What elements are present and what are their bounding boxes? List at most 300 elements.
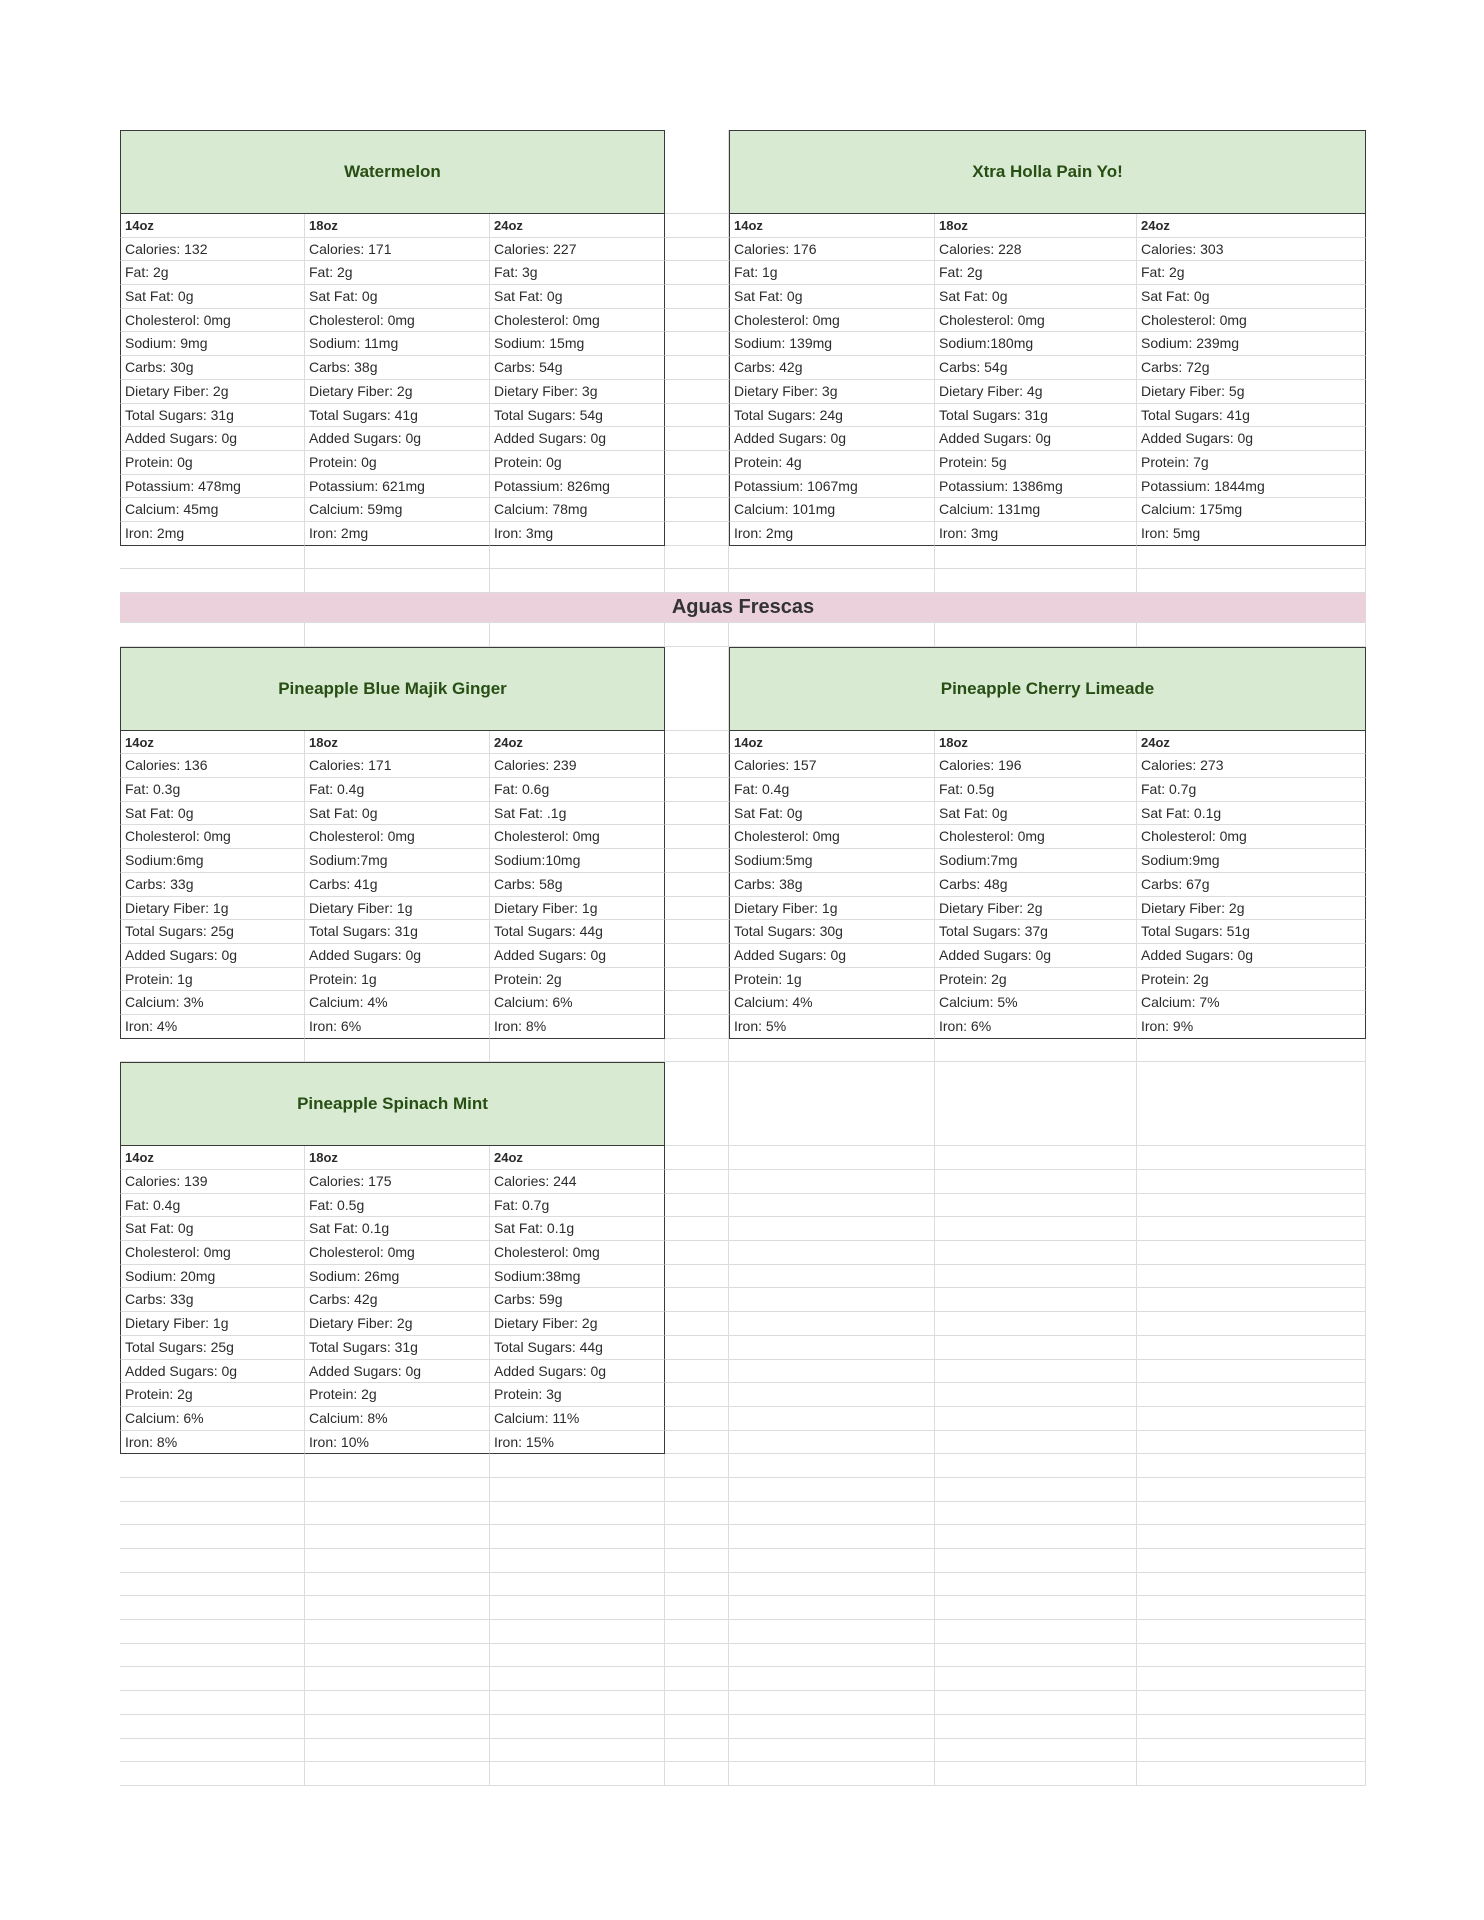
empty-cell[interactable] [665, 1431, 729, 1455]
empty-cell[interactable] [665, 1062, 729, 1146]
empty-cell[interactable] [1137, 623, 1366, 647]
nutrition-cell[interactable]: Total Sugars: 30g [729, 920, 935, 944]
nutrition-cell[interactable]: Dietary Fiber: 4g [935, 380, 1137, 404]
nutrition-cell[interactable]: Carbs: 54g [935, 356, 1137, 380]
nutrition-cell[interactable]: Cholesterol: 0mg [490, 309, 665, 333]
nutrition-cell[interactable]: Carbs: 42g [729, 356, 935, 380]
nutrition-cell[interactable]: Protein: 3g [490, 1383, 665, 1407]
nutrition-cell[interactable]: Dietary Fiber: 2g [490, 1312, 665, 1336]
empty-cell[interactable] [729, 1739, 935, 1763]
empty-cell[interactable] [120, 1478, 305, 1502]
nutrition-cell[interactable]: Fat: 0.5g [935, 778, 1137, 802]
empty-cell[interactable] [729, 1217, 935, 1241]
size-label[interactable]: 24oz [490, 214, 665, 238]
empty-cell[interactable] [120, 623, 305, 647]
empty-cell[interactable] [935, 569, 1137, 593]
empty-cell[interactable] [729, 1762, 935, 1786]
empty-cell[interactable] [729, 1691, 935, 1715]
empty-cell[interactable] [729, 1573, 935, 1597]
empty-cell[interactable] [1137, 1596, 1366, 1620]
empty-cell[interactable] [305, 1549, 490, 1573]
nutrition-cell[interactable]: Cholesterol: 0mg [935, 825, 1137, 849]
empty-cell[interactable] [305, 1454, 490, 1478]
empty-cell[interactable] [729, 1360, 935, 1384]
empty-cell[interactable] [665, 404, 729, 428]
nutrition-cell[interactable]: Calories: 176 [729, 238, 935, 262]
empty-cell[interactable] [490, 1715, 665, 1739]
empty-cell[interactable] [665, 1596, 729, 1620]
empty-cell[interactable] [665, 451, 729, 475]
empty-cell[interactable] [665, 991, 729, 1015]
empty-cell[interactable] [665, 380, 729, 404]
nutrition-cell[interactable]: Fat: 0.3g [120, 778, 305, 802]
empty-cell[interactable] [729, 1644, 935, 1668]
size-label[interactable]: 24oz [1137, 214, 1366, 238]
size-label[interactable]: 24oz [1137, 731, 1366, 755]
empty-cell[interactable] [729, 1170, 935, 1194]
nutrition-cell[interactable]: Iron: 3mg [935, 522, 1137, 546]
empty-cell[interactable] [665, 1691, 729, 1715]
empty-cell[interactable] [935, 1241, 1137, 1265]
empty-cell[interactable] [120, 1039, 305, 1063]
empty-cell[interactable] [729, 1194, 935, 1218]
nutrition-cell[interactable]: Dietary Fiber: 1g [120, 1312, 305, 1336]
nutrition-cell[interactable]: Added Sugars: 0g [305, 427, 490, 451]
empty-cell[interactable] [120, 546, 305, 570]
empty-cell[interactable] [1137, 1194, 1366, 1218]
nutrition-cell[interactable]: Calcium: 45mg [120, 498, 305, 522]
nutrition-cell[interactable]: Calcium: 6% [120, 1407, 305, 1431]
nutrition-cell[interactable]: Calcium: 3% [120, 991, 305, 1015]
empty-cell[interactable] [665, 849, 729, 873]
empty-cell[interactable] [729, 623, 935, 647]
empty-cell[interactable] [935, 1039, 1137, 1063]
nutrition-cell[interactable]: Fat: 0.7g [1137, 778, 1366, 802]
nutrition-cell[interactable]: Sodium: 239mg [1137, 332, 1366, 356]
empty-cell[interactable] [665, 261, 729, 285]
empty-cell[interactable] [665, 214, 729, 238]
nutrition-cell[interactable]: Fat: 1g [729, 261, 935, 285]
nutrition-cell[interactable]: Added Sugars: 0g [1137, 427, 1366, 451]
nutrition-cell[interactable]: Carbs: 58g [490, 873, 665, 897]
empty-cell[interactable] [1137, 1667, 1366, 1691]
empty-cell[interactable] [665, 802, 729, 826]
empty-cell[interactable] [1137, 1039, 1366, 1063]
nutrition-cell[interactable]: Dietary Fiber: 3g [729, 380, 935, 404]
empty-cell[interactable] [665, 1265, 729, 1289]
empty-cell[interactable] [1137, 1146, 1366, 1170]
nutrition-cell[interactable]: Sodium:10mg [490, 849, 665, 873]
empty-cell[interactable] [729, 1312, 935, 1336]
nutrition-cell[interactable]: Calories: 171 [305, 754, 490, 778]
empty-cell[interactable] [120, 569, 305, 593]
nutrition-cell[interactable]: Protein: 4g [729, 451, 935, 475]
empty-cell[interactable] [665, 778, 729, 802]
empty-cell[interactable] [729, 1336, 935, 1360]
nutrition-cell[interactable]: Calories: 227 [490, 238, 665, 262]
empty-cell[interactable] [120, 1667, 305, 1691]
nutrition-cell[interactable]: Total Sugars: 31g [305, 920, 490, 944]
nutrition-cell[interactable]: Added Sugars: 0g [729, 944, 935, 968]
empty-cell[interactable] [729, 1620, 935, 1644]
nutrition-cell[interactable]: Fat: 2g [1137, 261, 1366, 285]
empty-cell[interactable] [1137, 1265, 1366, 1289]
empty-cell[interactable] [1137, 1241, 1366, 1265]
nutrition-cell[interactable]: Protein: 2g [1137, 968, 1366, 992]
nutrition-cell[interactable]: Calories: 239 [490, 754, 665, 778]
empty-cell[interactable] [665, 1241, 729, 1265]
nutrition-cell[interactable]: Fat: 0.4g [305, 778, 490, 802]
empty-cell[interactable] [305, 1691, 490, 1715]
empty-cell[interactable] [665, 1525, 729, 1549]
empty-cell[interactable] [665, 1762, 729, 1786]
nutrition-cell[interactable]: Total Sugars: 31g [120, 404, 305, 428]
empty-cell[interactable] [935, 1336, 1137, 1360]
nutrition-cell[interactable]: Calories: 273 [1137, 754, 1366, 778]
size-label[interactable]: 14oz [729, 214, 935, 238]
empty-cell[interactable] [935, 1667, 1137, 1691]
empty-cell[interactable] [490, 1549, 665, 1573]
empty-cell[interactable] [665, 1039, 729, 1063]
empty-cell[interactable] [665, 1739, 729, 1763]
empty-cell[interactable] [935, 1596, 1137, 1620]
empty-cell[interactable] [935, 1062, 1137, 1146]
size-label[interactable]: 14oz [729, 731, 935, 755]
size-label[interactable]: 14oz [120, 731, 305, 755]
empty-cell[interactable] [665, 920, 729, 944]
empty-cell[interactable] [305, 546, 490, 570]
empty-cell[interactable] [935, 1691, 1137, 1715]
nutrition-cell[interactable]: Total Sugars: 31g [935, 404, 1137, 428]
empty-cell[interactable] [120, 1739, 305, 1763]
empty-cell[interactable] [729, 1502, 935, 1526]
nutrition-cell[interactable]: Added Sugars: 0g [490, 1360, 665, 1384]
nutrition-cell[interactable]: Cholesterol: 0mg [935, 309, 1137, 333]
empty-cell[interactable] [935, 1549, 1137, 1573]
empty-cell[interactable] [665, 1146, 729, 1170]
empty-cell[interactable] [729, 1062, 935, 1146]
empty-cell[interactable] [1137, 1644, 1366, 1668]
nutrition-cell[interactable]: Dietary Fiber: 1g [120, 897, 305, 921]
empty-cell[interactable] [665, 731, 729, 755]
nutrition-cell[interactable]: Potassium: 478mg [120, 475, 305, 499]
nutrition-cell[interactable]: Protein: 1g [729, 968, 935, 992]
nutrition-cell[interactable]: Protein: 2g [305, 1383, 490, 1407]
nutrition-cell[interactable]: Fat: 2g [935, 261, 1137, 285]
empty-cell[interactable] [1137, 569, 1366, 593]
empty-cell[interactable] [935, 1620, 1137, 1644]
empty-cell[interactable] [665, 1336, 729, 1360]
nutrition-cell[interactable]: Sat Fat: 0g [935, 802, 1137, 826]
empty-cell[interactable] [305, 1739, 490, 1763]
empty-cell[interactable] [665, 968, 729, 992]
nutrition-cell[interactable]: Iron: 2mg [729, 522, 935, 546]
nutrition-cell[interactable]: Added Sugars: 0g [120, 944, 305, 968]
nutrition-cell[interactable]: Total Sugars: 44g [490, 920, 665, 944]
empty-cell[interactable] [665, 1383, 729, 1407]
empty-cell[interactable] [490, 1573, 665, 1597]
empty-cell[interactable] [665, 309, 729, 333]
empty-cell[interactable] [665, 1312, 729, 1336]
empty-cell[interactable] [935, 1288, 1137, 1312]
empty-cell[interactable] [729, 1288, 935, 1312]
empty-cell[interactable] [1137, 1288, 1366, 1312]
empty-cell[interactable] [665, 130, 729, 214]
nutrition-cell[interactable]: Carbs: 72g [1137, 356, 1366, 380]
nutrition-cell[interactable]: Iron: 5% [729, 1015, 935, 1039]
nutrition-cell[interactable]: Calcium: 4% [729, 991, 935, 1015]
empty-cell[interactable] [665, 1015, 729, 1039]
nutrition-cell[interactable]: Sodium: 9mg [120, 332, 305, 356]
nutrition-cell[interactable]: Sodium:6mg [120, 849, 305, 873]
nutrition-cell[interactable]: Cholesterol: 0mg [490, 1241, 665, 1265]
empty-cell[interactable] [665, 873, 729, 897]
nutrition-cell[interactable]: Total Sugars: 31g [305, 1336, 490, 1360]
empty-cell[interactable] [935, 1146, 1137, 1170]
nutrition-cell[interactable]: Fat: 0.4g [729, 778, 935, 802]
empty-cell[interactable] [665, 1407, 729, 1431]
empty-cell[interactable] [305, 1715, 490, 1739]
nutrition-cell[interactable]: Potassium: 1067mg [729, 475, 935, 499]
size-label[interactable]: 14oz [120, 1146, 305, 1170]
empty-cell[interactable] [935, 623, 1137, 647]
empty-cell[interactable] [665, 238, 729, 262]
nutrition-cell[interactable]: Sodium: 15mg [490, 332, 665, 356]
nutrition-cell[interactable]: Iron: 15% [490, 1431, 665, 1455]
empty-cell[interactable] [935, 1644, 1137, 1668]
empty-cell[interactable] [1137, 1360, 1366, 1384]
nutrition-cell[interactable]: Iron: 8% [490, 1015, 665, 1039]
nutrition-cell[interactable]: Carbs: 41g [305, 873, 490, 897]
nutrition-cell[interactable]: Added Sugars: 0g [935, 427, 1137, 451]
nutrition-cell[interactable]: Iron: 8% [120, 1431, 305, 1455]
nutrition-cell[interactable]: Calcium: 59mg [305, 498, 490, 522]
nutrition-cell[interactable]: Fat: 0.5g [305, 1194, 490, 1218]
empty-cell[interactable] [305, 1596, 490, 1620]
nutrition-cell[interactable]: Added Sugars: 0g [120, 427, 305, 451]
nutrition-cell[interactable]: Calcium: 6% [490, 991, 665, 1015]
nutrition-cell[interactable]: Calcium: 131mg [935, 498, 1137, 522]
empty-cell[interactable] [1137, 1525, 1366, 1549]
nutrition-cell[interactable]: Added Sugars: 0g [490, 427, 665, 451]
empty-cell[interactable] [490, 623, 665, 647]
empty-cell[interactable] [935, 1573, 1137, 1597]
empty-cell[interactable] [490, 1667, 665, 1691]
nutrition-cell[interactable]: Sat Fat: 0g [120, 802, 305, 826]
empty-cell[interactable] [120, 1573, 305, 1597]
empty-cell[interactable] [935, 1265, 1137, 1289]
nutrition-cell[interactable]: Cholesterol: 0mg [305, 309, 490, 333]
empty-cell[interactable] [120, 1715, 305, 1739]
empty-cell[interactable] [305, 1620, 490, 1644]
nutrition-cell[interactable]: Protein: 0g [490, 451, 665, 475]
nutrition-cell[interactable]: Sat Fat: 0g [729, 285, 935, 309]
empty-cell[interactable] [1137, 1715, 1366, 1739]
empty-cell[interactable] [1137, 1762, 1366, 1786]
nutrition-cell[interactable]: Protein: 2g [120, 1383, 305, 1407]
empty-cell[interactable] [665, 1502, 729, 1526]
nutrition-cell[interactable]: Carbs: 48g [935, 873, 1137, 897]
empty-cell[interactable] [665, 475, 729, 499]
nutrition-cell[interactable]: Calcium: 11% [490, 1407, 665, 1431]
nutrition-cell[interactable]: Carbs: 33g [120, 873, 305, 897]
size-label[interactable]: 14oz [120, 214, 305, 238]
nutrition-cell[interactable]: Cholesterol: 0mg [729, 309, 935, 333]
empty-cell[interactable] [1137, 1739, 1366, 1763]
nutrition-cell[interactable]: Sat Fat: 0g [305, 285, 490, 309]
nutrition-cell[interactable]: Potassium: 826mg [490, 475, 665, 499]
nutrition-cell[interactable]: Sat Fat: 0g [729, 802, 935, 826]
nutrition-cell[interactable]: Fat: 0.4g [120, 1194, 305, 1218]
nutrition-cell[interactable]: Calcium: 7% [1137, 991, 1366, 1015]
empty-cell[interactable] [120, 1525, 305, 1549]
empty-cell[interactable] [665, 647, 729, 731]
empty-cell[interactable] [665, 1217, 729, 1241]
nutrition-cell[interactable]: Cholesterol: 0mg [120, 1241, 305, 1265]
empty-cell[interactable] [665, 546, 729, 570]
empty-cell[interactable] [490, 1644, 665, 1668]
empty-cell[interactable] [490, 1596, 665, 1620]
empty-cell[interactable] [305, 1644, 490, 1668]
empty-cell[interactable] [935, 546, 1137, 570]
nutrition-cell[interactable]: Potassium: 621mg [305, 475, 490, 499]
empty-cell[interactable] [935, 1502, 1137, 1526]
nutrition-cell[interactable]: Total Sugars: 25g [120, 1336, 305, 1360]
empty-cell[interactable] [729, 1715, 935, 1739]
empty-cell[interactable] [729, 1454, 935, 1478]
empty-cell[interactable] [1137, 546, 1366, 570]
nutrition-cell[interactable]: Calcium: 175mg [1137, 498, 1366, 522]
nutrition-cell[interactable]: Sodium:38mg [490, 1265, 665, 1289]
size-label[interactable]: 24oz [490, 1146, 665, 1170]
nutrition-cell[interactable]: Protein: 7g [1137, 451, 1366, 475]
empty-cell[interactable] [490, 1739, 665, 1763]
empty-cell[interactable] [665, 1644, 729, 1668]
nutrition-cell[interactable]: Added Sugars: 0g [120, 1360, 305, 1384]
empty-cell[interactable] [935, 1431, 1137, 1455]
empty-cell[interactable] [120, 1502, 305, 1526]
empty-cell[interactable] [935, 1739, 1137, 1763]
empty-cell[interactable] [1137, 1431, 1366, 1455]
empty-cell[interactable] [729, 1146, 935, 1170]
empty-cell[interactable] [729, 1478, 935, 1502]
nutrition-cell[interactable]: Dietary Fiber: 2g [120, 380, 305, 404]
empty-cell[interactable] [1137, 1407, 1366, 1431]
nutrition-cell[interactable]: Dietary Fiber: 1g [729, 897, 935, 921]
empty-cell[interactable] [1137, 1620, 1366, 1644]
empty-cell[interactable] [305, 1667, 490, 1691]
empty-cell[interactable] [305, 1762, 490, 1786]
empty-cell[interactable] [1137, 1170, 1366, 1194]
empty-cell[interactable] [665, 1194, 729, 1218]
empty-cell[interactable] [305, 1039, 490, 1063]
empty-cell[interactable] [665, 332, 729, 356]
empty-cell[interactable] [665, 427, 729, 451]
nutrition-cell[interactable]: Calories: 228 [935, 238, 1137, 262]
nutrition-cell[interactable]: Sodium:5mg [729, 849, 935, 873]
empty-cell[interactable] [120, 1596, 305, 1620]
nutrition-cell[interactable]: Cholesterol: 0mg [120, 825, 305, 849]
nutrition-cell[interactable]: Protein: 0g [305, 451, 490, 475]
nutrition-cell[interactable]: Dietary Fiber: 3g [490, 380, 665, 404]
nutrition-cell[interactable]: Potassium: 1844mg [1137, 475, 1366, 499]
nutrition-cell[interactable]: Fat: 3g [490, 261, 665, 285]
empty-cell[interactable] [665, 522, 729, 546]
nutrition-cell[interactable]: Carbs: 59g [490, 1288, 665, 1312]
nutrition-cell[interactable]: Iron: 2mg [305, 522, 490, 546]
nutrition-cell[interactable]: Carbs: 33g [120, 1288, 305, 1312]
nutrition-cell[interactable]: Calcium: 5% [935, 991, 1137, 1015]
empty-cell[interactable] [935, 1217, 1137, 1241]
empty-cell[interactable] [1137, 1573, 1366, 1597]
nutrition-cell[interactable]: Sodium:7mg [305, 849, 490, 873]
empty-cell[interactable] [729, 1667, 935, 1691]
empty-cell[interactable] [935, 1715, 1137, 1739]
empty-cell[interactable] [490, 1525, 665, 1549]
nutrition-cell[interactable]: Calcium: 4% [305, 991, 490, 1015]
empty-cell[interactable] [665, 944, 729, 968]
empty-cell[interactable] [729, 1039, 935, 1063]
empty-cell[interactable] [120, 1644, 305, 1668]
nutrition-cell[interactable]: Fat: 2g [305, 261, 490, 285]
empty-cell[interactable] [729, 1596, 935, 1620]
empty-cell[interactable] [729, 1549, 935, 1573]
empty-cell[interactable] [305, 1478, 490, 1502]
size-label[interactable]: 18oz [305, 731, 490, 755]
nutrition-cell[interactable]: Added Sugars: 0g [490, 944, 665, 968]
empty-cell[interactable] [490, 569, 665, 593]
nutrition-cell[interactable]: Dietary Fiber: 2g [305, 1312, 490, 1336]
empty-cell[interactable] [665, 1620, 729, 1644]
nutrition-cell[interactable]: Calcium: 101mg [729, 498, 935, 522]
nutrition-cell[interactable]: Total Sugars: 44g [490, 1336, 665, 1360]
nutrition-cell[interactable]: Total Sugars: 54g [490, 404, 665, 428]
nutrition-cell[interactable]: Fat: 2g [120, 261, 305, 285]
nutrition-cell[interactable]: Iron: 10% [305, 1431, 490, 1455]
nutrition-cell[interactable]: Calcium: 8% [305, 1407, 490, 1431]
size-label[interactable]: 18oz [305, 1146, 490, 1170]
nutrition-cell[interactable]: Iron: 4% [120, 1015, 305, 1039]
empty-cell[interactable] [1137, 1691, 1366, 1715]
size-label[interactable]: 18oz [935, 731, 1137, 755]
nutrition-cell[interactable]: Protein: 0g [120, 451, 305, 475]
empty-cell[interactable] [729, 1241, 935, 1265]
size-label[interactable]: 24oz [490, 731, 665, 755]
nutrition-cell[interactable]: Cholesterol: 0mg [305, 825, 490, 849]
nutrition-cell[interactable]: Calories: 157 [729, 754, 935, 778]
nutrition-cell[interactable]: Added Sugars: 0g [729, 427, 935, 451]
empty-cell[interactable] [490, 1478, 665, 1502]
nutrition-cell[interactable]: Calories: 175 [305, 1170, 490, 1194]
nutrition-cell[interactable]: Sat Fat: 0g [935, 285, 1137, 309]
nutrition-cell[interactable]: Sat Fat: 0g [120, 1217, 305, 1241]
nutrition-cell[interactable]: Fat: 0.7g [490, 1194, 665, 1218]
nutrition-cell[interactable]: Iron: 6% [305, 1015, 490, 1039]
nutrition-cell[interactable]: Calories: 244 [490, 1170, 665, 1194]
empty-cell[interactable] [665, 897, 729, 921]
empty-cell[interactable] [1137, 1549, 1366, 1573]
nutrition-cell[interactable]: Cholesterol: 0mg [729, 825, 935, 849]
nutrition-cell[interactable]: Total Sugars: 37g [935, 920, 1137, 944]
size-label[interactable]: 18oz [305, 214, 490, 238]
empty-cell[interactable] [665, 1478, 729, 1502]
empty-cell[interactable] [490, 1762, 665, 1786]
nutrition-cell[interactable]: Protein: 2g [490, 968, 665, 992]
empty-cell[interactable] [1137, 1478, 1366, 1502]
empty-cell[interactable] [120, 1620, 305, 1644]
empty-cell[interactable] [665, 623, 729, 647]
empty-cell[interactable] [1137, 1062, 1366, 1146]
